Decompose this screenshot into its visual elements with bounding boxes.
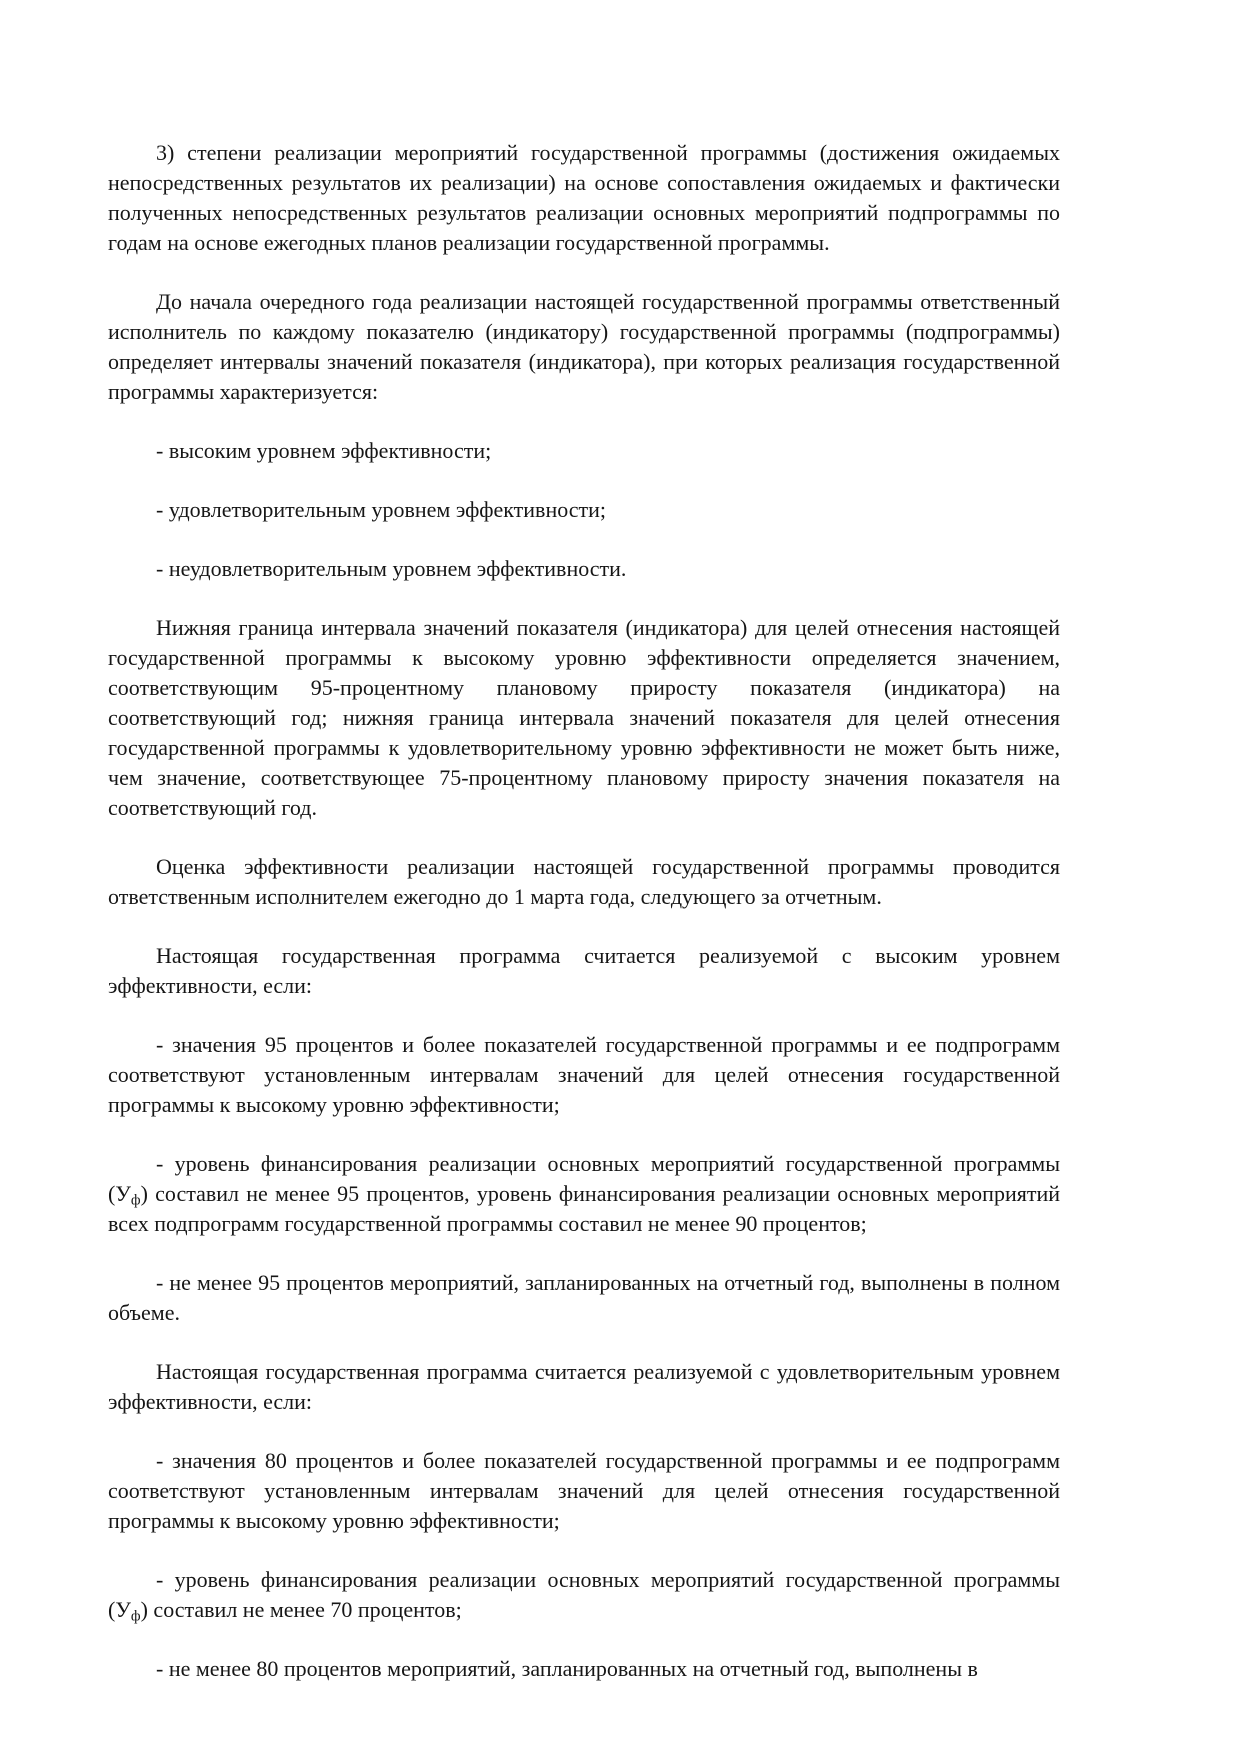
paragraph-satisfactory-effectiveness-intro: Настоящая государственная программа считается реализуемой с удовлетворительным уровнем эффективности, если:	[108, 1359, 1060, 1414]
list-item-financing-95-post: ) составил не менее 95 процентов, уровень финансирования реализации основных мероприятий всех подпрограмм государственной программы составил не менее 90 процентов;	[108, 1181, 1060, 1236]
paragraph-high-effectiveness-intro: Настоящая государственная программа считается реализуемой с высоким уровнем эффективности, если:	[108, 943, 1060, 998]
subscript-f: ф	[130, 1192, 141, 1209]
list-item-financing-70-pre: - уровень финансирования реализации основных мероприятий государственной программы (У	[108, 1567, 1060, 1622]
paragraph-item-3-degree: 3) степени реализации мероприятий государственной программы (достижения ожидаемых непосредственных результатов их реализации) на основе сопоставления ожидаемых и фактически полученных непосредственных результатов реализации основных мероприятий подпрограммы по годам на основе ежегодных планов реализации государственной программы.	[108, 140, 1060, 255]
list-item-80-percent-indicators: - значения 80 процентов и более показателей государственной программы и ее подпрограмм соответствуют установленным интервалам значений для целей отнесения государственной программы к высокому уровню эффективности;	[108, 1448, 1060, 1533]
paragraph-intervals-definition: До начала очередного года реализации настоящей государственной программы ответственный исполнитель по каждому показателю (индикатору) государственной программы (подпрограммы) определяет интервалы значений показателя (индикатора), при которых реализация государственной программы характеризуется:	[108, 289, 1060, 404]
paragraph-lower-boundary: Нижняя граница интервала значений показателя (индикатора) для целей отнесения настоящей государственной программы к высокому уровню эффективности определяется значением, соответствующим 95-процентному плановому приросту показателя (индикатора) на соответствующий год; нижняя граница интервала значений показателя для целей отнесения государственной программы к удовлетворительному уровню эффективности не может быть ниже, чем значение, соответствующее 75-процентному плановому приросту значения показателя на соответствующий год.	[108, 615, 1060, 820]
list-item-95-percent-activities: - не менее 95 процентов мероприятий, запланированных на отчетный год, выполнены в полном объеме.	[108, 1270, 1060, 1325]
subscript-f: ф	[130, 1608, 141, 1625]
paragraph-annual-evaluation: Оценка эффективности реализации настоящей государственной программы проводится ответственным исполнителем ежегодно до 1 марта года, следующего за отчетным.	[108, 854, 1060, 909]
list-item-high-level: - высоким уровнем эффективности;	[156, 438, 492, 463]
list-item-80-percent-activities: - не менее 80 процентов мероприятий, запланированных на отчетный год, выполнены в	[156, 1656, 978, 1681]
list-item-95-percent-indicators: - значения 95 процентов и более показателей государственной программы и ее подпрограмм соответствуют установленным интервалам значений для целей отнесения государственной программы к высокому уровню эффективности;	[108, 1032, 1060, 1117]
list-item-financing-95	[108, 1149, 1060, 1239]
list-item-financing-70-post: ) составил не менее 70 процентов;	[140, 1597, 462, 1622]
list-item-satisfactory-level: - удовлетворительным уровнем эффективности;	[156, 497, 607, 522]
list-item-financing-95-pre: - уровень финансирования реализации основных мероприятий государственной программы (У	[108, 1151, 1060, 1206]
list-item-financing-70	[108, 1565, 1060, 1625]
list-item-unsatisfactory-level: - неудовлетворительным уровнем эффективности.	[156, 556, 627, 581]
